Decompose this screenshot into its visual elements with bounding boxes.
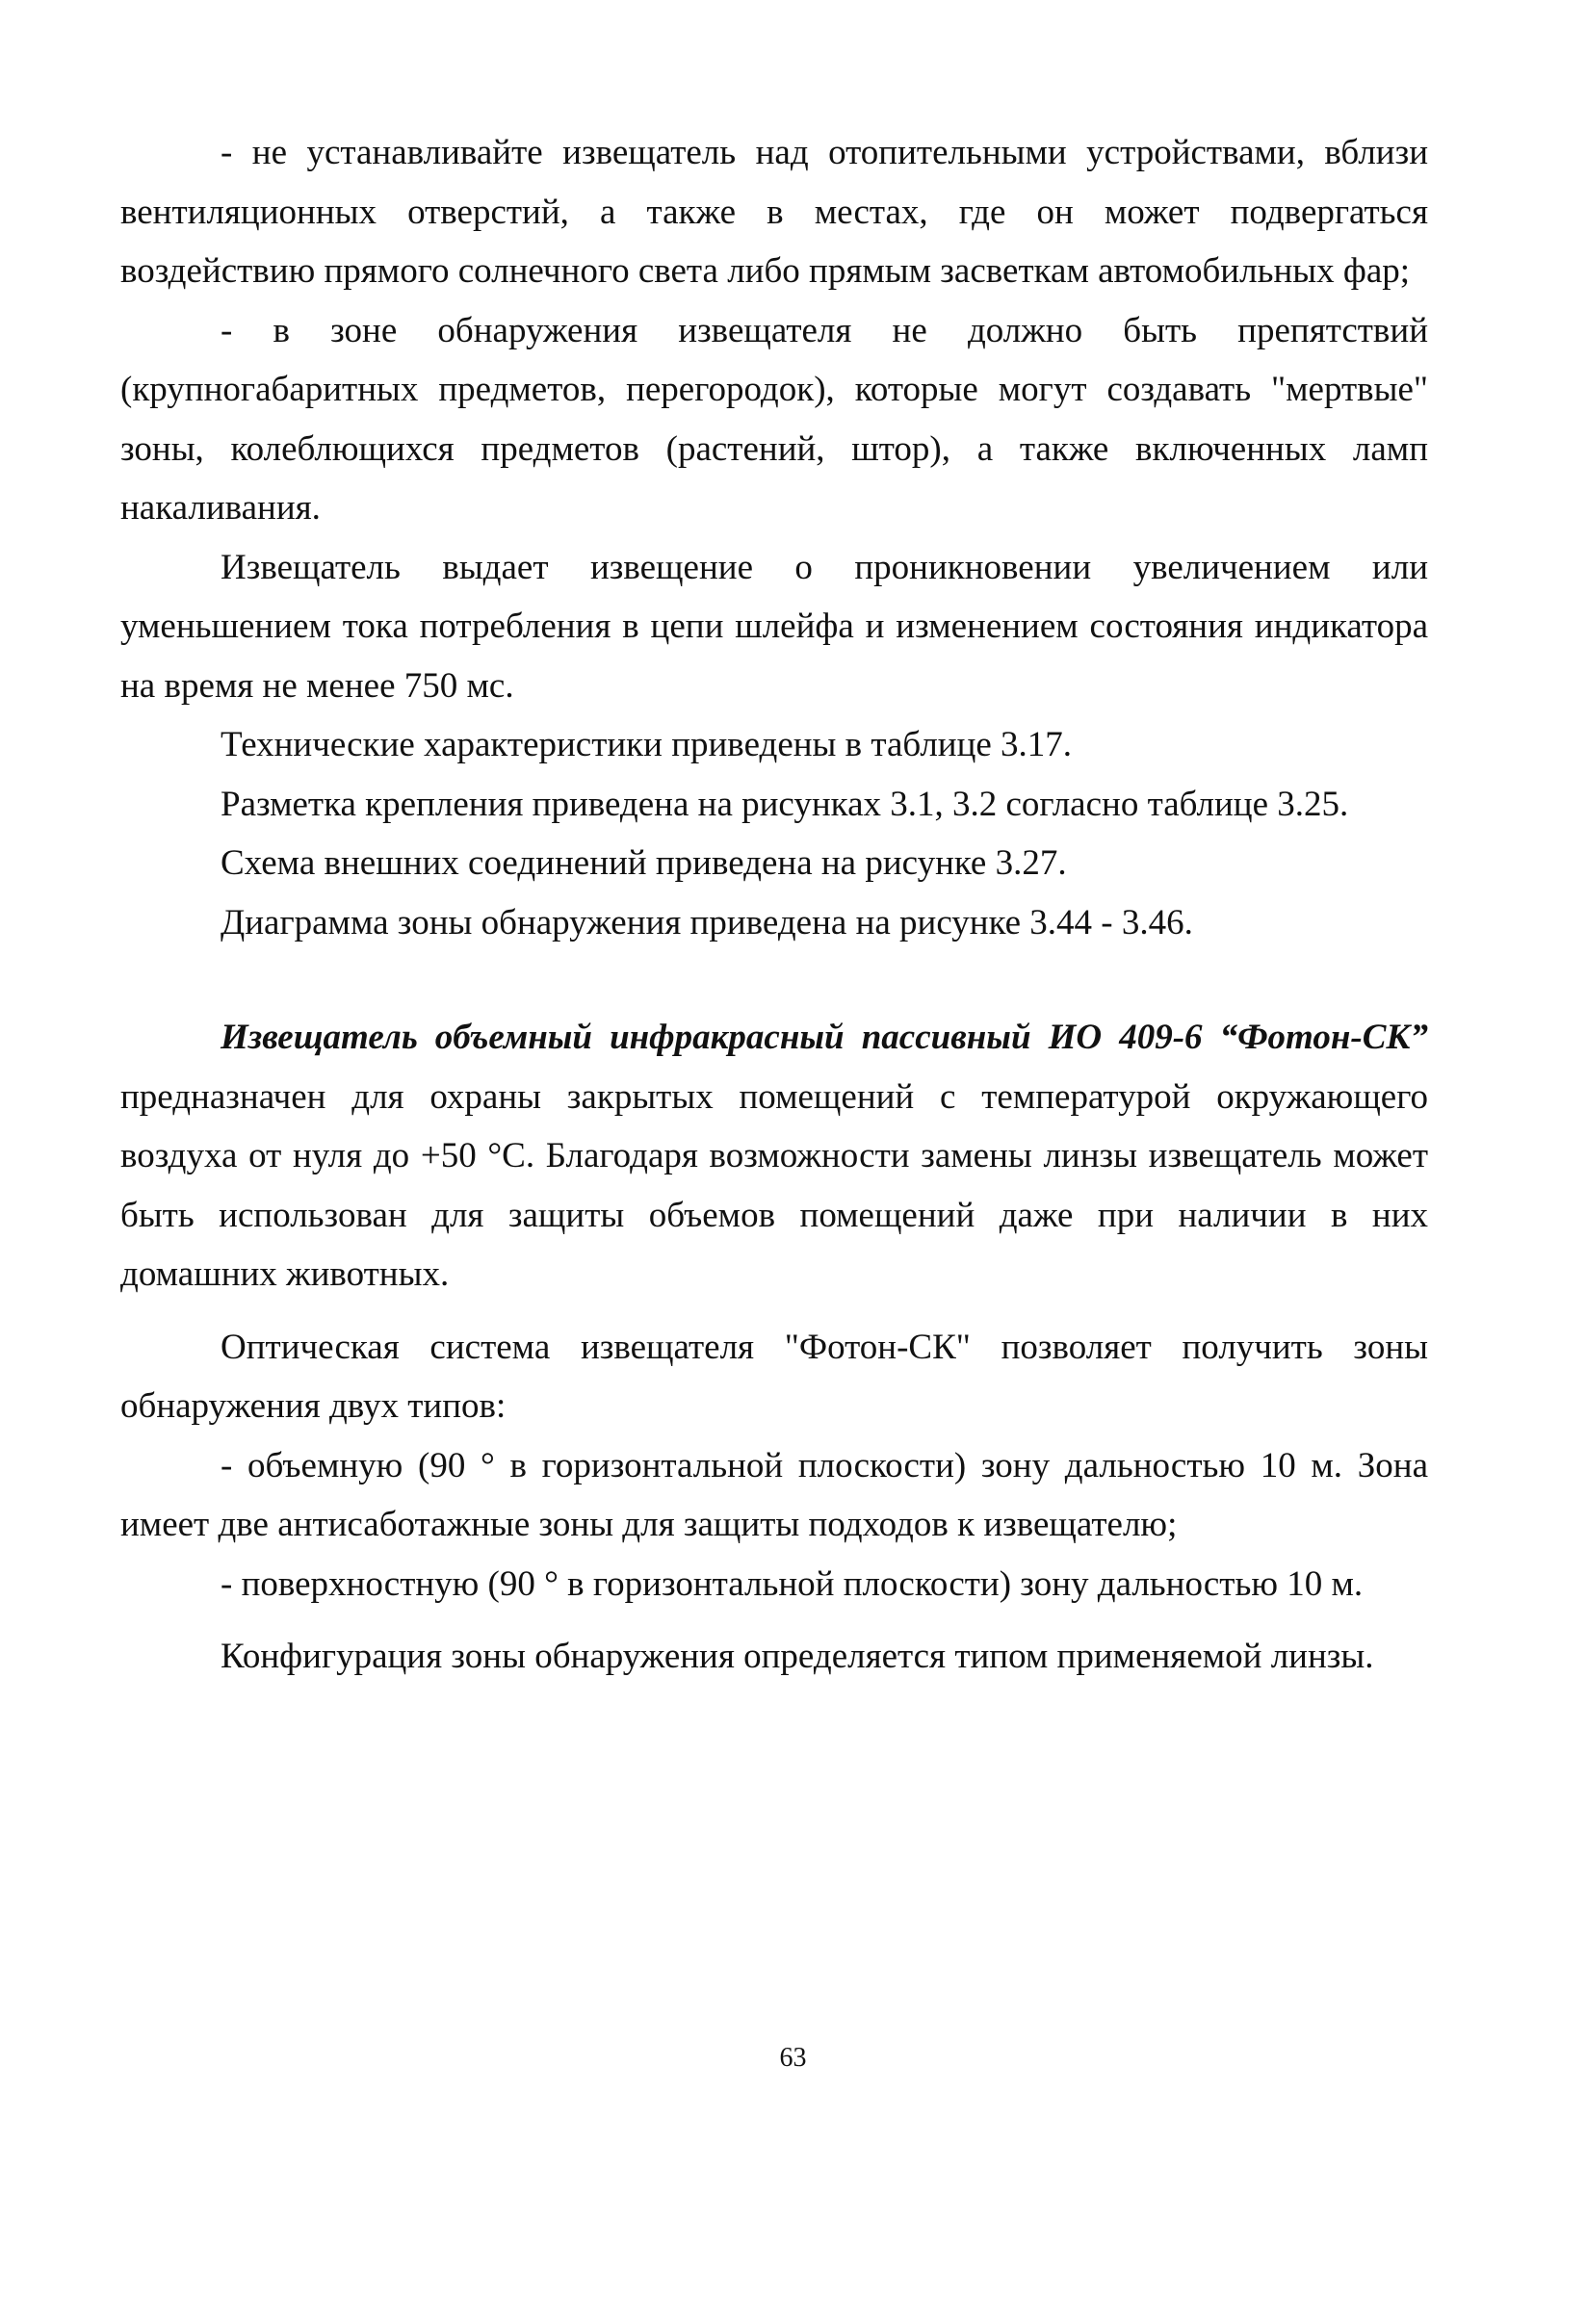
body-text [120, 123, 1428, 1687]
paragraph-mounting-warning: - не устанавливайте извещатель над отопительными устройствами, вблизи вентиляционных отверстий, а также в местах, где он может подвергаться воздействию прямого солнечного света либо прямым засветкам автомобильных фар; [120, 133, 1428, 291]
paragraph-alarm-output: Извещатель выдает извещение о проникновении увеличением или уменьшением тока потребления в цепи шлейфа и изменением состояния индикатора на время не менее 750 мс. [120, 547, 1428, 706]
paragraph-diagram-ref: Диаграмма зоны обнаружения приведена на рисунке 3.44 - 3.46. [221, 902, 1193, 943]
device-intro-text: предназначен для охраны закрытых помещений с температурой окружающего воздуха от нуля до +50 °С. Благодаря возможности замены линзы извещатель может быть использован для защиты объемов помещений даже при наличии в них домашних животных. [120, 1076, 1428, 1294]
paragraph-surface-zone: - поверхностную (90 ° в горизонтальной плоскости) зону дальностью 10 м. [221, 1563, 1364, 1604]
device-heading: Извещатель объемный инфракрасный пассивный ИО 409-6 “Фотон-СК” [221, 1018, 1428, 1057]
paragraph-optical-system: Оптическая система извещателя "Фотон-СК" позволяет получить зоны обнаружения двух типов: [120, 1327, 1428, 1426]
paragraph-mounting-layout-ref: Разметка крепления приведена на рисунках 3.1, 3.2 согласно таблице 3.25. [221, 784, 1349, 824]
paragraph-device-intro [120, 1008, 1428, 1304]
page-number: 63 [779, 2043, 807, 2073]
paragraph-zone-configuration: Конфигурация зоны обнаружения определяется типом применяемой линзы. [221, 1637, 1374, 1676]
paragraph-tech-specs-ref: Технические характеристики приведены в таблице 3.17. [221, 725, 1073, 764]
paragraph-wiring-ref: Схема внешних соединений приведена на рисунке 3.27. [221, 843, 1067, 883]
paragraph-volumetric-zone: - объемную (90 ° в горизонтальной плоскости) зону дальностью 10 м. Зона имеет две антисаботажные зоны для защиты подходов к извещателю; [120, 1445, 1428, 1544]
paragraph-detection-zone-obstacles: - в зоне обнаружения извещателя не должно быть препятствий (крупногабаритных предметов, перегородок), которые могут создавать "мертвые" зоны, колеблющихся предметов (растений, штор), а также включенных ламп накаливания. [120, 310, 1428, 528]
